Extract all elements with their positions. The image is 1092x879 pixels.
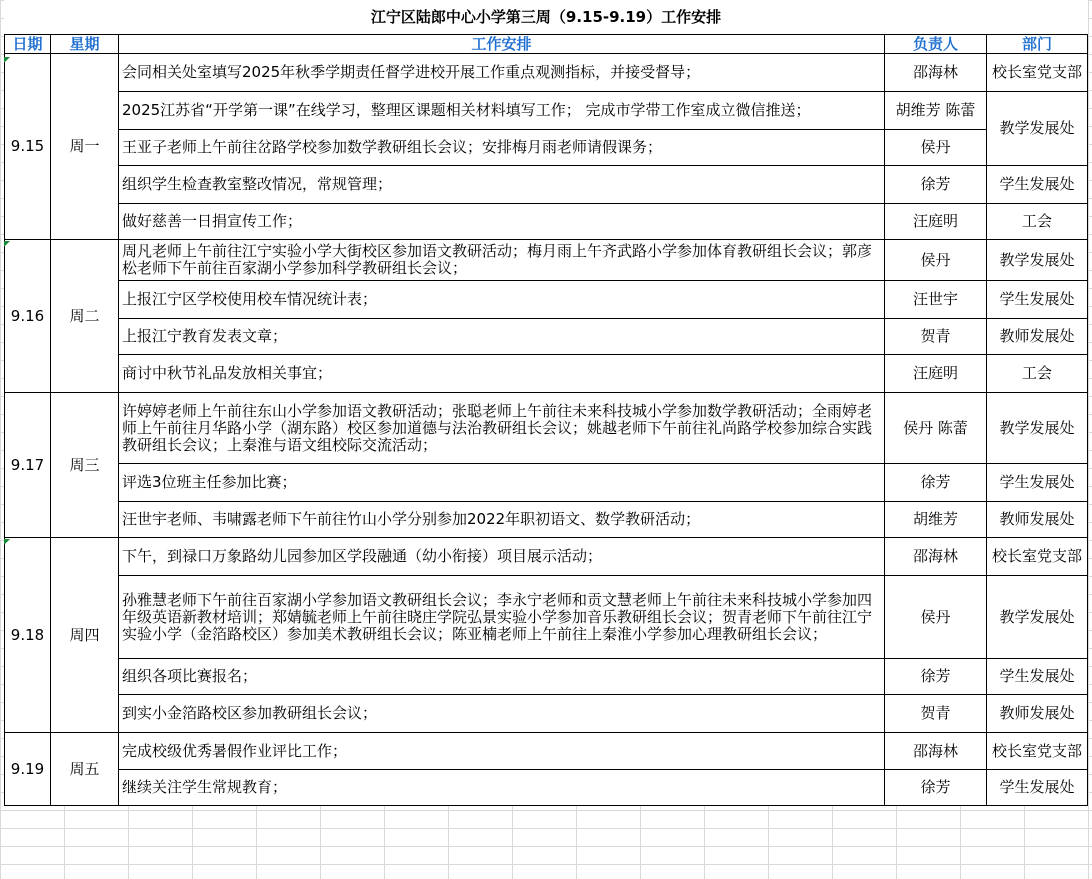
owner-cell[interactable]: 汪庭明: [885, 204, 987, 240]
work-cell[interactable]: 评选3位班主任参加比赛；: [119, 464, 885, 502]
owner-cell[interactable]: 侯丹: [885, 130, 987, 166]
work-cell[interactable]: 完成校级优秀暑假作业评比工作；: [119, 733, 885, 770]
owner-cell[interactable]: 胡维芳: [885, 502, 987, 538]
dept-cell[interactable]: 校长室党支部: [987, 54, 1088, 92]
work-cell[interactable]: 继续关注学生常规教育；: [119, 770, 885, 806]
dept-cell[interactable]: 教学发展处: [987, 240, 1088, 281]
table-row: [5, 733, 1088, 770]
cell-marker: [4, 539, 10, 545]
table-row: [5, 770, 1088, 806]
dept-cell[interactable]: 校长室党支部: [987, 538, 1088, 576]
table-row: [5, 319, 1088, 355]
page-title[interactable]: 江宁区陆郎中心小学第三周（9.15-9.19）工作安排: [5, 0, 1088, 35]
owner-cell[interactable]: 汪世宇: [885, 281, 987, 319]
dept-cell[interactable]: 教师发展处: [987, 502, 1088, 538]
dept-cell[interactable]: 教学发展处: [987, 576, 1088, 659]
work-cell[interactable]: 组织各项比赛报名；: [119, 659, 885, 695]
dept-cell[interactable]: 工会: [987, 204, 1088, 240]
owner-cell[interactable]: 徐芳: [885, 166, 987, 204]
schedule-table: [4, 0, 1088, 806]
table-row: [5, 695, 1088, 733]
table-row: [5, 204, 1088, 240]
table-row: [5, 464, 1088, 502]
table-row: [5, 92, 1088, 130]
table-row: [5, 659, 1088, 695]
dept-cell[interactable]: 教学发展处: [987, 393, 1088, 464]
table-row: [5, 281, 1088, 319]
owner-cell[interactable]: 徐芳: [885, 659, 987, 695]
work-cell[interactable]: 组织学生检查教室整改情况，常规管理；: [119, 166, 885, 204]
table-row: [5, 54, 1088, 92]
date-cell[interactable]: 9.17: [5, 393, 51, 538]
dept-cell[interactable]: 学生发展处: [987, 464, 1088, 502]
dept-cell[interactable]: 教学发展处: [987, 92, 1088, 166]
weekday-cell[interactable]: 周三: [51, 393, 119, 538]
dept-cell[interactable]: 学生发展处: [987, 770, 1088, 806]
table-row: [5, 240, 1088, 281]
work-cell[interactable]: 王亚子老师上午前往岔路学校参加数学教研组长会议；安排梅月雨老师请假课务；: [119, 130, 885, 166]
date-cell[interactable]: 9.15: [5, 54, 51, 240]
header-work[interactable]: 工作安排: [119, 35, 885, 54]
owner-cell[interactable]: 邵海林: [885, 538, 987, 576]
header-owner[interactable]: 负责人: [885, 35, 987, 54]
dept-cell[interactable]: 校长室党支部: [987, 733, 1088, 770]
owner-cell[interactable]: 侯丹: [885, 240, 987, 281]
owner-cell[interactable]: 侯丹 陈蕾: [885, 393, 987, 464]
owner-cell[interactable]: 邵海林: [885, 733, 987, 770]
work-cell[interactable]: 2025江苏省“开学第一课”在线学习，整理区课题相关材料填写工作； 完成市学带工作室成立微信推送；: [119, 92, 885, 130]
table-row: [5, 538, 1088, 576]
work-cell[interactable]: 商讨中秋节礼品发放相关事宜；: [119, 355, 885, 393]
dept-cell[interactable]: 教师发展处: [987, 319, 1088, 355]
title-row: [5, 0, 1088, 35]
date-cell[interactable]: 9.18: [5, 538, 51, 733]
table-row: [5, 502, 1088, 538]
dept-cell[interactable]: 学生发展处: [987, 659, 1088, 695]
owner-cell[interactable]: 贺青: [885, 695, 987, 733]
cell-marker: [4, 241, 10, 247]
work-cell[interactable]: 会同相关处室填写2025年秋季学期责任督学进校开展工作重点观测指标，并接受督导；: [119, 54, 885, 92]
owner-cell[interactable]: 贺青: [885, 319, 987, 355]
owner-cell[interactable]: 徐芳: [885, 770, 987, 806]
table-row: [5, 393, 1088, 464]
weekday-cell[interactable]: 周一: [51, 54, 119, 240]
dept-cell[interactable]: 学生发展处: [987, 281, 1088, 319]
date-cell[interactable]: 9.19: [5, 733, 51, 806]
header-dept[interactable]: 部门: [987, 35, 1088, 54]
work-cell[interactable]: 汪世宇老师、韦啸露老师下午前往竹山小学分别参加2022年职初语文、数学教研活动；: [119, 502, 885, 538]
table-row: [5, 130, 1088, 166]
dept-cell[interactable]: 工会: [987, 355, 1088, 393]
date-cell[interactable]: 9.16: [5, 240, 51, 393]
work-cell[interactable]: 做好慈善一日捐宣传工作；: [119, 204, 885, 240]
owner-cell[interactable]: 邵海林: [885, 54, 987, 92]
work-cell[interactable]: 到实小金箔路校区参加教研组长会议；: [119, 695, 885, 733]
work-cell[interactable]: 上报江宁区学校使用校车情况统计表；: [119, 281, 885, 319]
header-row: [5, 35, 1088, 54]
table-row: [5, 576, 1088, 659]
work-cell[interactable]: 上报江宁教育发表文章；: [119, 319, 885, 355]
owner-cell[interactable]: 侯丹: [885, 576, 987, 659]
header-weekday[interactable]: 星期: [51, 35, 119, 54]
cell-marker: [4, 57, 10, 63]
weekday-cell[interactable]: 周四: [51, 538, 119, 733]
work-cell[interactable]: 下午，到禄口万象路幼儿园参加区学段融通（幼小衔接）项目展示活动；: [119, 538, 885, 576]
dept-cell[interactable]: 学生发展处: [987, 166, 1088, 204]
weekday-cell[interactable]: 周五: [51, 733, 119, 806]
dept-cell[interactable]: 教师发展处: [987, 695, 1088, 733]
work-cell[interactable]: 周凡老师上午前往江宁实验小学大街校区参加语文教研活动；梅月雨上午齐武路小学参加体育教研组长会议；郭彦松老师下午前往百家湖小学参加科学教研组长会议；: [119, 240, 885, 281]
owner-cell[interactable]: 胡维芳 陈蕾: [885, 92, 987, 130]
work-cell[interactable]: 许婷婷老师上午前往东山小学参加语文教研活动；张聪老师上午前往未来科技城小学参加数学教研活动；全雨婷老师上午前往月华路小学（湖东路）校区参加道德与法治教研组长会议；姚越老师下午前往礼尚路学校参加综合实践教研组长会议；上秦淮与语文组校际交流活动；: [119, 393, 885, 464]
work-cell[interactable]: 孙雅慧老师下午前往百家湖小学参加语文教研组长会议；李永宁老师和贡文慧老师上午前往未来科技城小学参加四年级英语新教材培训；郑婧毓老师上午前往晓庄学院弘景实验小学参加音乐教研组长会议；贺青老师下午前往江宁实验小学（金箔路校区）参加美术教研组长会议；陈亚楠老师上午前往上秦淮小学参加心理教研组长会议；: [119, 576, 885, 659]
weekday-cell[interactable]: 周二: [51, 240, 119, 393]
header-date[interactable]: 日期: [5, 35, 51, 54]
owner-cell[interactable]: 汪庭明: [885, 355, 987, 393]
table-row: [5, 355, 1088, 393]
owner-cell[interactable]: 徐芳: [885, 464, 987, 502]
table-row: [5, 166, 1088, 204]
